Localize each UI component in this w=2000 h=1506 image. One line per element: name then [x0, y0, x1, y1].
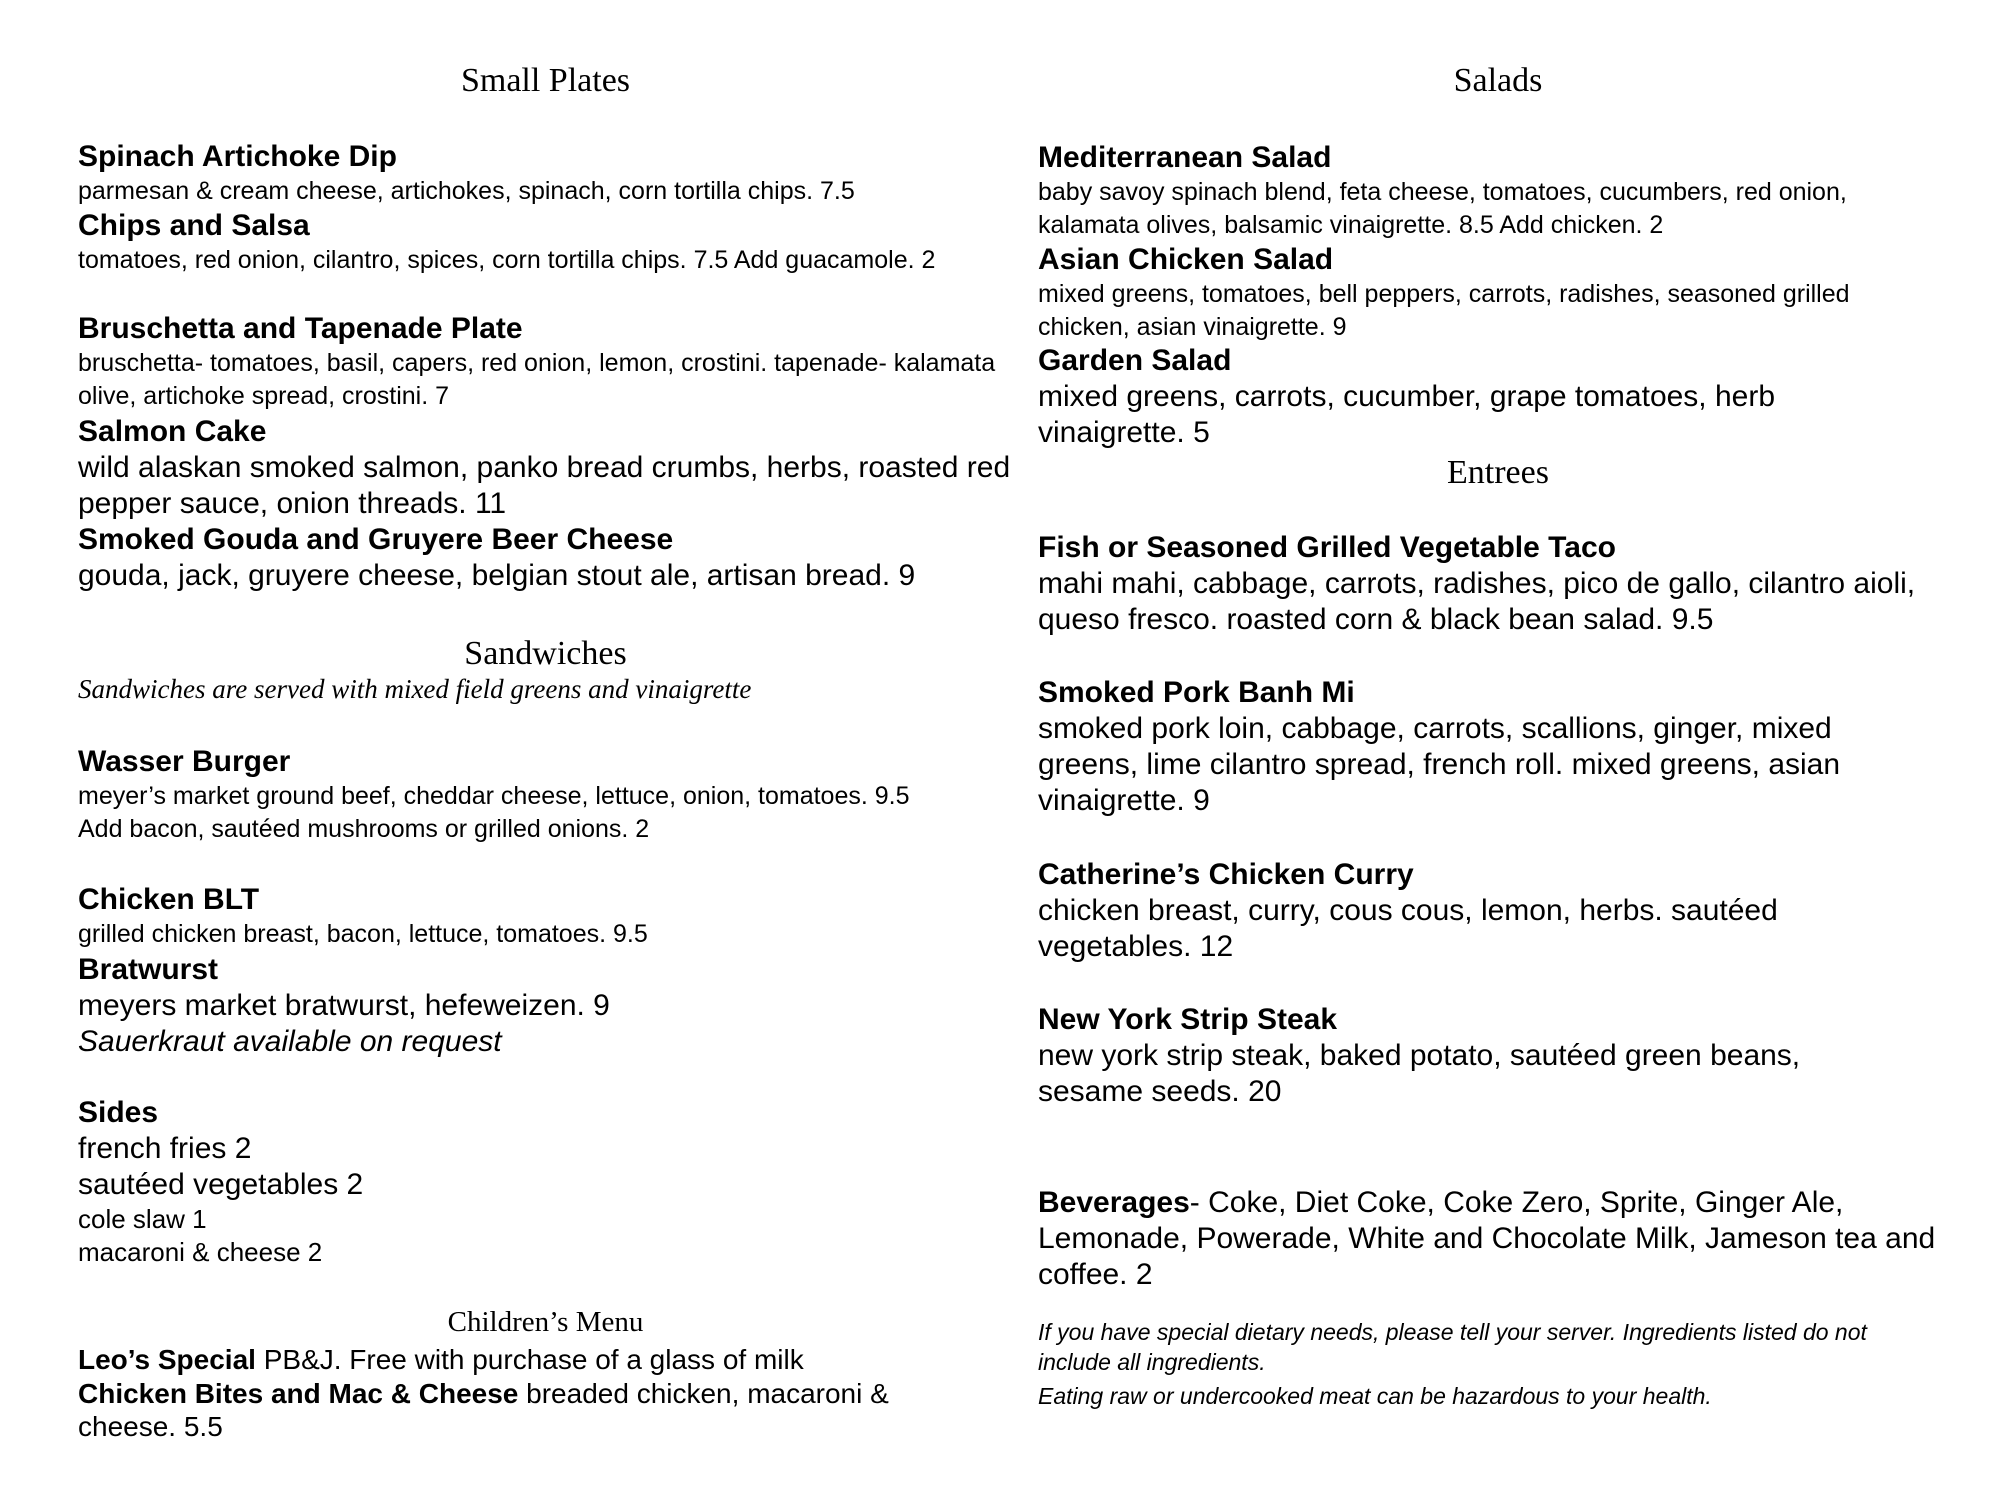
salad-item-asian-chicken — [1038, 243, 1958, 344]
sides-section — [78, 1096, 1013, 1270]
item-description: meyer’s market ground beef, cheddar cheese, lettuce, onion, tomatoes. 9.5 — [78, 781, 910, 810]
small-plate-item-smoked-gouda-beer-cheese — [78, 523, 1013, 594]
entree-item-new-york-strip-steak — [1038, 1003, 1958, 1110]
childrens-item-leos-special — [78, 1343, 1013, 1376]
item-description: tomatoes, red onion, cilantro, spices, corn tortilla chips. 7.5 Add guacamole. 2 — [78, 245, 936, 274]
salad-item-mediterranean — [1038, 141, 1958, 242]
item-name: Bratwurst — [78, 953, 219, 986]
item-description: breaded chicken, macaroni & cheese. 5.5 — [78, 1378, 889, 1443]
item-name: Bruschetta and Tapenade Plate — [78, 312, 523, 345]
beverages-section — [1038, 1185, 1938, 1293]
item-description: mixed greens, carrots, cucumber, grape tomatoes, herb vinaigrette. 5 — [1038, 379, 1776, 449]
item-name: Smoked Gouda and Gruyere Beer Cheese — [78, 523, 674, 556]
side-item: sautéed vegetables 2 — [78, 1167, 364, 1201]
item-description: bruschetta- tomatoes, basil, capers, red onion, lemon, crostini. tapenade- kalamata olive, artichoke spread, crostini. 7 — [78, 348, 996, 410]
side-item: french fries 2 — [78, 1131, 252, 1165]
sandwiches-subtitle: Sandwiches are served with mixed field greens and vinaigrette — [78, 674, 752, 704]
item-name: Asian Chicken Salad — [1038, 243, 1334, 276]
item-name: Mediterranean Salad — [1038, 141, 1332, 174]
entree-item-smoked-pork-banh-mi — [1038, 676, 1958, 819]
sandwich-item-chicken-blt — [78, 883, 1013, 951]
item-description: baby savoy spinach blend, feta cheese, tomatoes, cucumbers, red onion, kalamata olives, balsamic vinaigrette. 8.5 Add chicken. 2 — [1038, 177, 1847, 239]
entrees-heading: Entrees — [1447, 454, 1549, 491]
item-description: new york strip steak, baked potato, sautéed green beans, sesame seeds. 20 — [1038, 1038, 1801, 1108]
side-item: macaroni & cheese 2 — [78, 1237, 323, 1268]
small-plates-heading: Small Plates — [460, 62, 631, 99]
item-name: Spinach Artichoke Dip — [78, 140, 397, 173]
item-description: gouda, jack, gruyere cheese, belgian stout ale, artisan bread. 9 — [78, 558, 916, 592]
small-plate-item-spinach-artichoke-dip — [78, 140, 1013, 208]
item-description: mixed greens, tomatoes, bell peppers, carrots, radishes, seasoned grilled chicken, asian vinaigrette. 9 — [1038, 279, 1850, 341]
item-description: meyers market bratwurst, hefeweizen. 9 — [78, 988, 610, 1022]
salad-item-garden — [1038, 344, 1958, 451]
sides-title: Sides — [78, 1096, 159, 1129]
small-plate-item-salmon-cake — [78, 415, 1013, 522]
item-name: Fish or Seasoned Grilled Vegetable Taco — [1038, 531, 1616, 564]
beverages-description: - Coke, Diet Coke, Coke Zero, Sprite, Ginger Ale, Lemonade, Powerade, White and Chocolate Milk, Jameson tea and coffee. 2 — [1038, 1186, 1936, 1291]
item-name: Salmon Cake — [78, 415, 267, 448]
item-note: Sauerkraut available on request — [78, 1024, 502, 1058]
item-name: Garden Salad — [1038, 344, 1232, 377]
item-description: PB&J. Free with purchase of a glass of milk — [255, 1344, 804, 1375]
item-description: parmesan & cream cheese, artichokes, spinach, corn tortilla chips. 7.5 — [78, 176, 855, 205]
dietary-note: If you have special dietary needs, please tell your server. Ingredients listed do not include all ingredients. — [1038, 1319, 1867, 1375]
childrens-menu-heading: Children’s Menu — [447, 1306, 644, 1338]
item-name: Chicken Bites and Mac & Cheese — [78, 1378, 519, 1409]
entree-item-catherines-chicken-curry — [1038, 858, 1958, 965]
item-description: mahi mahi, cabbage, carrots, radishes, pico de gallo, cilantro aioli, queso fresco. roasted corn & black bean salad. 9.5 — [1038, 566, 1916, 636]
small-plate-item-chips-and-salsa — [78, 209, 1013, 277]
salads-heading: Salads — [1453, 62, 1543, 99]
sandwich-item-wasser-burger — [78, 745, 1013, 846]
item-name: Leo’s Special — [78, 1344, 256, 1375]
item-name: Chicken BLT — [78, 883, 260, 916]
item-extra: Add bacon, sautéed mushrooms or grilled onions. 2 — [78, 814, 650, 843]
item-description: chicken breast, curry, cous cous, lemon, herbs. sautéed vegetables. 12 — [1038, 893, 1778, 963]
item-name: Smoked Pork Banh Mi — [1038, 676, 1355, 709]
item-name: Chips and Salsa — [78, 209, 310, 242]
item-description: wild alaskan smoked salmon, panko bread crumbs, herbs, roasted red pepper sauce, onion threads. 11 — [78, 450, 1011, 520]
sandwiches-heading: Sandwiches — [464, 635, 627, 672]
item-description: smoked pork loin, cabbage, carrots, scallions, ginger, mixed greens, lime cilantro spread, french roll. mixed greens, asian vinaigrette. 9 — [1038, 711, 1841, 817]
item-name: Wasser Burger — [78, 745, 291, 778]
item-name: New York Strip Steak — [1038, 1003, 1338, 1036]
raw-meat-warning: Eating raw or undercooked meat can be hazardous to your health. — [1038, 1383, 1712, 1409]
small-plate-item-bruschetta-and-tapenade-plate — [78, 312, 1013, 413]
childrens-item-chicken-bites — [78, 1377, 978, 1443]
item-description: grilled chicken breast, bacon, lettuce, tomatoes. 9.5 — [78, 919, 648, 948]
side-item: cole slaw 1 — [78, 1203, 207, 1234]
sandwich-item-bratwurst — [78, 953, 1013, 1060]
beverages-label: Beverages — [1038, 1186, 1190, 1219]
item-name: Catherine’s Chicken Curry — [1038, 858, 1414, 891]
entree-item-fish-taco — [1038, 531, 1958, 638]
